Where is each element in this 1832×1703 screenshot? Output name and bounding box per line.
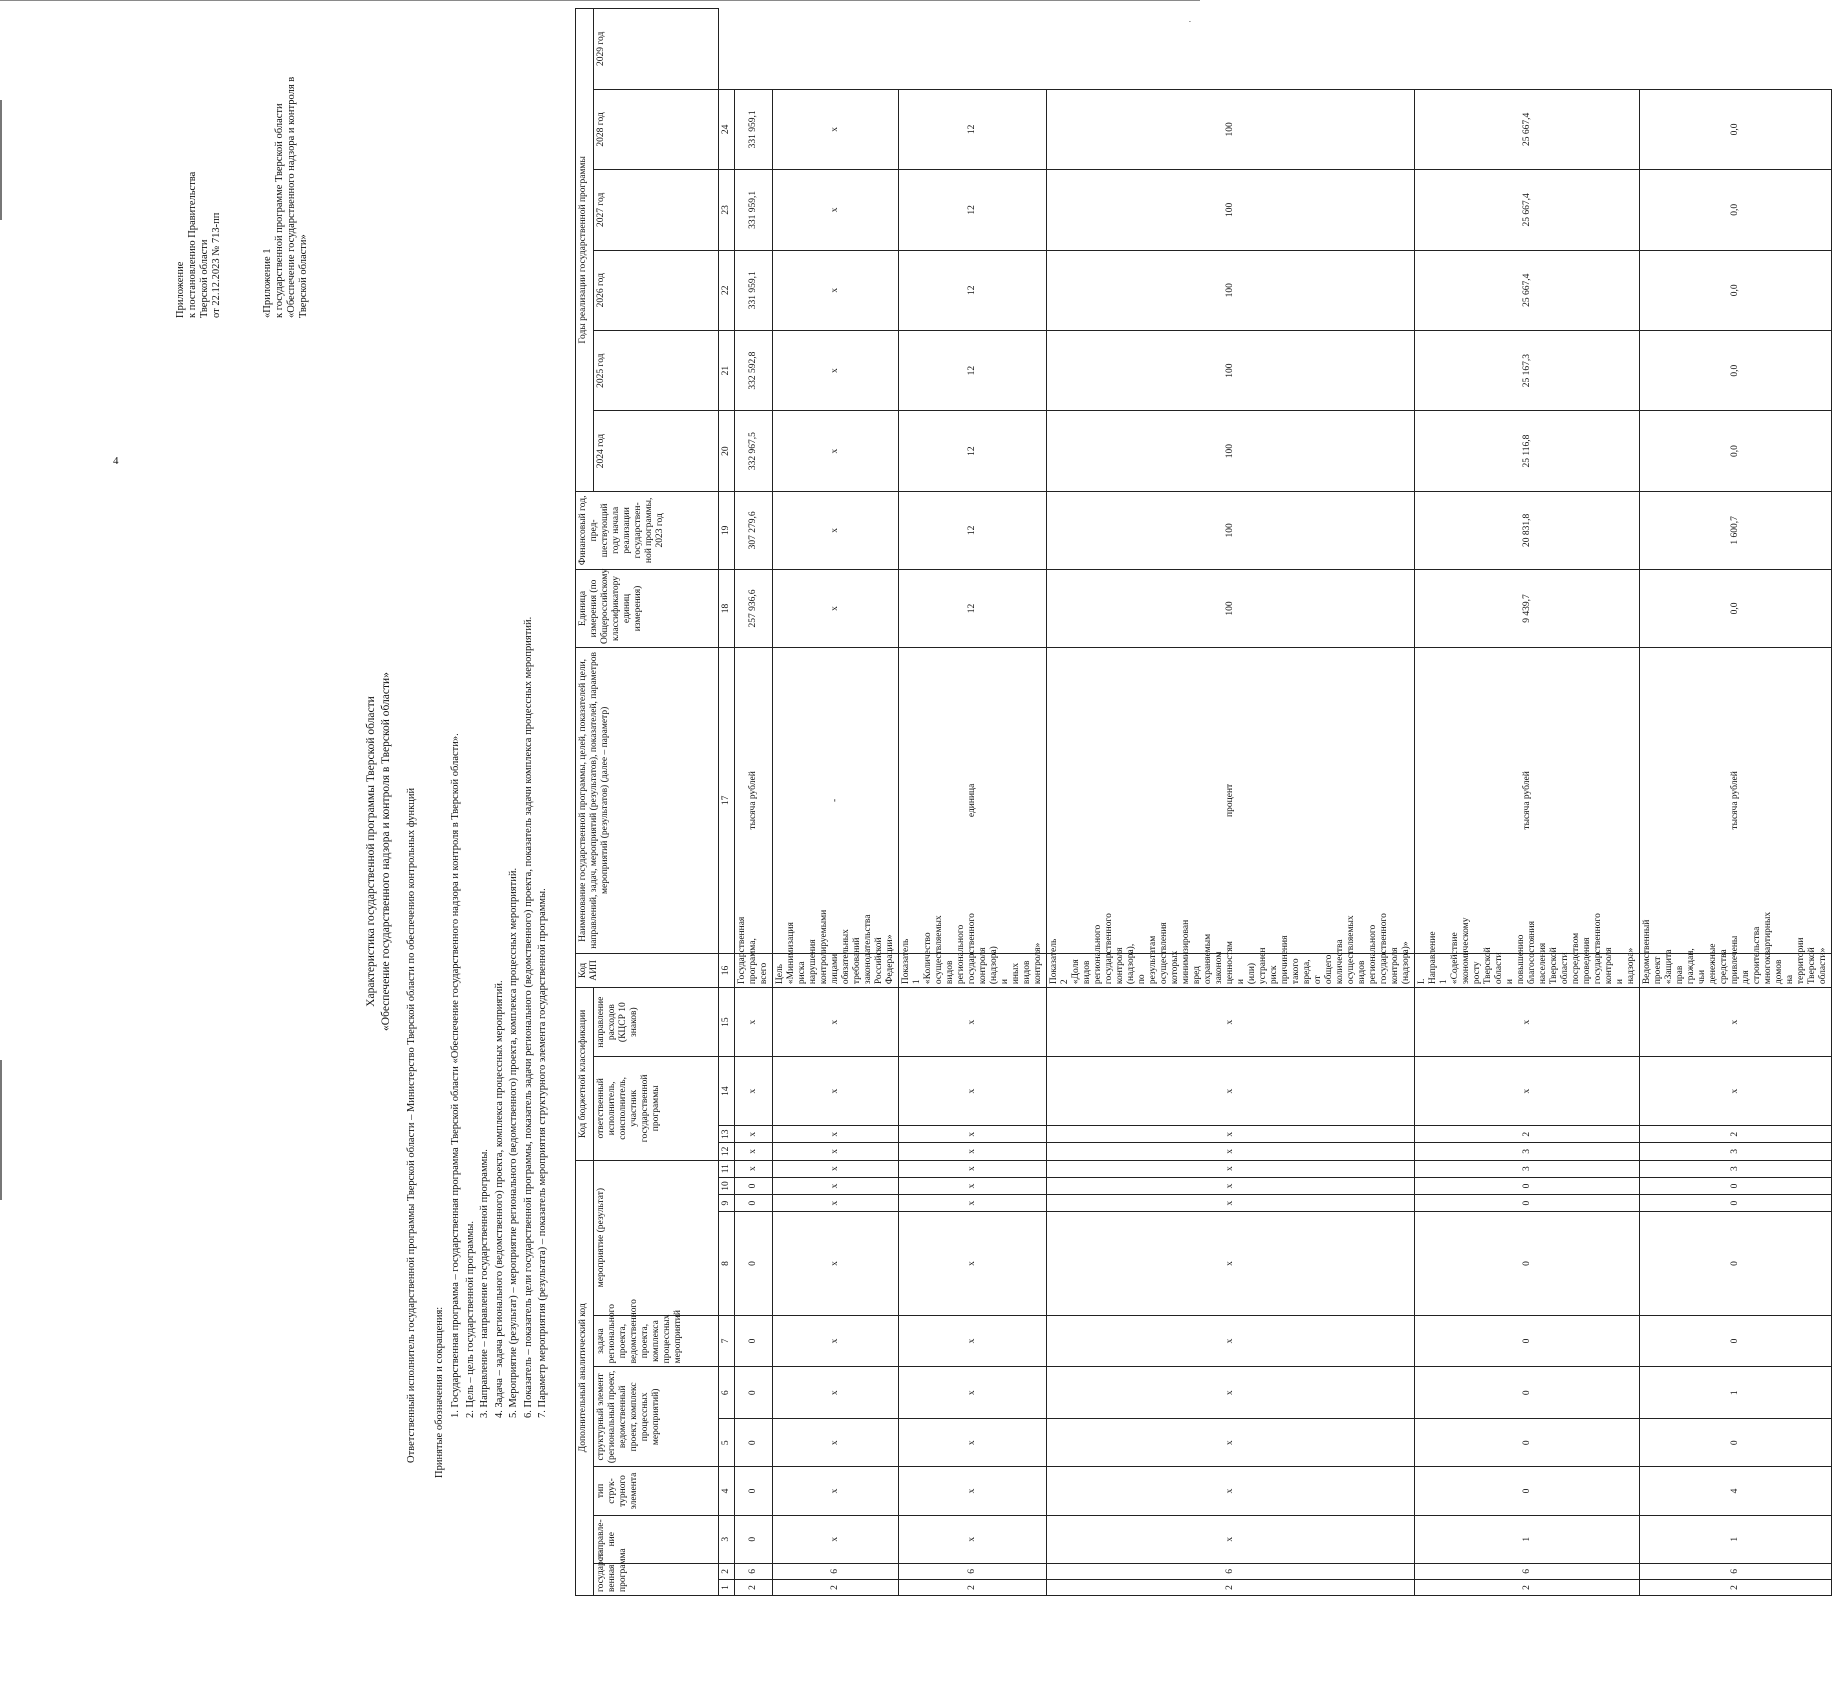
code-event-a: 0 [1640, 1212, 1832, 1315]
code-program-2: 6 [1640, 1563, 1832, 1579]
value-2025: 332 967,5 [735, 411, 773, 491]
table-row [1415, 9, 1640, 1596]
column-number: 14 [719, 1057, 735, 1126]
column-number-row [719, 9, 735, 1596]
column-number: 6 [719, 1367, 735, 1419]
code-struct-element-a: 0 [1640, 1419, 1832, 1467]
code-aip: х [1640, 988, 1832, 1057]
code-aip: х [1415, 988, 1640, 1057]
code-task: х [899, 1315, 1047, 1367]
table-row [1640, 9, 1832, 1596]
value-2026: 12 [899, 330, 1047, 410]
column-number: 20 [719, 411, 735, 491]
document-title: Характеристика государственной программы Тверской области [365, 696, 377, 1007]
column-number: 9 [719, 1195, 735, 1212]
value-2023: х [773, 569, 899, 647]
code-program-2: 6 [1415, 1563, 1640, 1579]
code-struct-element-a: х [899, 1419, 1047, 1467]
table-body [735, 9, 1832, 1596]
code-event-a: 0 [735, 1212, 773, 1315]
table-row [735, 9, 773, 1596]
value-2026: х [773, 330, 899, 410]
value-2026: 100 [1047, 330, 1415, 410]
code-expense-direction: х [899, 1057, 1047, 1126]
legend-list: 1. Государственная программа – государственная программа Тверской области «Обеспечение государственного надзора и контроля в Тверской области». 2. Цель – цель государственной программы. 3. Направление – направление государственной программы. 4. Задача – задача регионального (ведомственного) проекта, комплекса процессных мероприятий. 5. Мероприятие (результат) – мероприятие регионального (ведомственного) проекта, комплекса процессных мероприятий. 6. Показатель – показатель цели государственной программы, показатель задачи регионального (ведомственного) проекта, показатель задачи комплекса процессных мероприятий. 7. Параметр мероприятия (результата) – показатель мероприятия структурного элемента государственной программы. [450, 616, 548, 1418]
code-event-c: 0 [1640, 1177, 1832, 1194]
code-event-a: 0 [1415, 1212, 1640, 1315]
value-2026: 25 167,3 [1415, 330, 1640, 410]
column-number: 23 [719, 170, 735, 250]
value-2028: 100 [1047, 170, 1415, 250]
code-event-c: х [1047, 1177, 1415, 1194]
code-task: х [773, 1315, 899, 1367]
code-program-1: 2 [899, 1579, 1047, 1595]
code-aip: х [899, 988, 1047, 1057]
table-row [773, 9, 899, 1596]
row-unit: тысяча рублей [1640, 648, 1832, 954]
value-2025: 100 [1047, 411, 1415, 491]
value-2024: 100 [1047, 491, 1415, 569]
value-2024: 12 [899, 491, 1047, 569]
code-event-b: х [773, 1195, 899, 1212]
code-expense-direction: х [773, 1057, 899, 1126]
code-direction: 1 [1415, 1515, 1640, 1563]
code-direction: х [773, 1515, 899, 1563]
code-direction: х [1047, 1515, 1415, 1563]
code-task: х [1047, 1315, 1415, 1367]
header-program: государст- венная программа [594, 1563, 719, 1595]
value-2023: 12 [899, 569, 1047, 647]
code-program-1: 2 [1047, 1579, 1415, 1595]
row-unit: тысяча рублей [1415, 648, 1640, 954]
header-task: задача регионального проекта, ведомственного проекта, комплекса процессных мероприятий [594, 1315, 719, 1367]
code-program-1: 2 [773, 1579, 899, 1595]
code-program-1: 2 [1415, 1579, 1640, 1595]
value-2026: 332 592,8 [735, 330, 773, 410]
code-program-2: 6 [773, 1563, 899, 1579]
header-base-year: Финансовый год, пред- шествующий году начала реализации государствен- ной программы, 2023 год [576, 491, 719, 569]
value-2027: 12 [899, 250, 1047, 330]
code-event-b: 0 [735, 1195, 773, 1212]
code-executor-c: х [899, 1126, 1047, 1143]
row-unit: тысяча рублей [735, 648, 773, 954]
code-struct-element-b: 0 [1415, 1367, 1640, 1419]
column-number: 18 [719, 569, 735, 647]
code-executor-a: х [735, 1160, 773, 1177]
code-executor-c: 2 [1640, 1126, 1832, 1143]
header-struct-type: тип струк- турного элемента [594, 1467, 719, 1515]
code-event-a: х [899, 1212, 1047, 1315]
value-2028: 12 [899, 170, 1047, 250]
column-number: 4 [719, 1467, 735, 1515]
code-event-c: 0 [1415, 1177, 1640, 1194]
code-event-a: х [773, 1212, 899, 1315]
value-2025: 0,0 [1640, 411, 1832, 491]
value-2026: 0,0 [1640, 330, 1832, 410]
code-event-a: х [1047, 1212, 1415, 1315]
code-struct-type: х [773, 1467, 899, 1515]
code-executor-a: х [773, 1160, 899, 1177]
code-executor-b: 3 [1640, 1143, 1832, 1160]
column-number: 7 [719, 1315, 735, 1367]
value-2025: 12 [899, 411, 1047, 491]
executor-line: Ответственный исполнитель государственной программы Тверской области – Министерство Тверской области по обеспечению контрольных функций [406, 787, 417, 1463]
column-number: 19 [719, 491, 735, 569]
code-struct-element-b: х [899, 1367, 1047, 1419]
code-struct-element-b: 0 [735, 1367, 773, 1419]
code-executor-b: х [899, 1143, 1047, 1160]
code-executor-c: 2 [1415, 1126, 1640, 1143]
value-2028: 331 959,1 [735, 170, 773, 250]
header-budget-code: Код бюджетной классификации [576, 988, 594, 1160]
code-event-b: х [1047, 1195, 1415, 1212]
code-program-1: 2 [735, 1579, 773, 1595]
column-number: 3 [719, 1515, 735, 1563]
value-2024: х [773, 491, 899, 569]
column-number: 22 [719, 250, 735, 330]
value-2027: 25 667,4 [1415, 250, 1640, 330]
column-number: 2 [719, 1563, 735, 1579]
value-2024: 307 279,6 [735, 491, 773, 569]
code-executor-c: х [735, 1126, 773, 1143]
header-name: Наименование государственной программы, целей, показателей цели, направлений, задач, мероприятий (результатов), показателей, параметров мероприятий (результатов) (далее – параметр) [576, 648, 719, 954]
code-aip: х [1047, 988, 1415, 1057]
header-executor: ответственный исполнитель, соисполнитель, участник государственной программы [594, 1057, 719, 1160]
header-year-2027: 2027 год [594, 170, 719, 250]
code-struct-element-a: х [1047, 1419, 1415, 1467]
code-event-b: х [899, 1195, 1047, 1212]
code-struct-type: х [1047, 1467, 1415, 1515]
legend-title: Принятые обозначения и сокращения: [434, 1306, 445, 1478]
code-program-2: 6 [899, 1563, 1047, 1579]
code-direction: 1 [1640, 1515, 1832, 1563]
header-analytic-code: Дополнительный аналитический код [576, 1160, 594, 1595]
column-number: 1 [719, 1579, 735, 1595]
header-struct-element: структурный элемент (региональный проект, ведомственный проект, комплекс процессных мероприятий) [594, 1367, 719, 1467]
column-number: 24 [719, 89, 735, 169]
value-2029: 25 667,4 [1415, 89, 1640, 169]
value-2029: 12 [899, 89, 1047, 169]
header-year-2024: 2024 год [594, 411, 719, 491]
code-direction: х [899, 1515, 1047, 1563]
header-year-2026: 2026 год [594, 250, 719, 330]
code-struct-type: х [899, 1467, 1047, 1515]
row-unit: единица [899, 648, 1047, 954]
code-task: 0 [1640, 1315, 1832, 1367]
column-number: 5 [719, 1419, 735, 1467]
value-2025: х [773, 411, 899, 491]
column-number: 12 [719, 1143, 735, 1160]
column-number: 11 [719, 1160, 735, 1177]
column-number: 16 [719, 953, 735, 987]
table-row [1047, 9, 1415, 1596]
row-name: Показатель 2 «Доля видов регионального государственного контроля (надзора), по результатам осуществления которых минимизирован вред охраняемым законом ценностям и (или) устранен риск причинения такого вреда, от общего количества осуществляемых видов регионального государственного контроля (надзора)» [1047, 953, 1415, 987]
code-struct-element-a: х [773, 1419, 899, 1467]
header-year-2029: 2029 год [594, 9, 719, 90]
value-2024: 20 831,8 [1415, 491, 1640, 569]
row-name: I. Направление 1 «Содействие экономическому росту Тверской области и повышению благосостояния населения Тверской области посредством проведения государственного контроля и надзора» [1415, 953, 1640, 987]
code-struct-element-a: 0 [735, 1419, 773, 1467]
value-2023: 100 [1047, 569, 1415, 647]
code-expense-direction: х [735, 1057, 773, 1126]
program-characteristics-table [575, 8, 1832, 1596]
value-2023: 9 439,7 [1415, 569, 1640, 647]
code-executor-b: 3 [1415, 1143, 1640, 1160]
approval-stamp-program: «Приложение 1 к государственной программе Тверской области «Обеспечение государственного надзора и контроля в Тверской области» [262, 76, 309, 318]
code-event-c: х [773, 1177, 899, 1194]
value-2027: 100 [1047, 250, 1415, 330]
header-aip: Код АИП [576, 953, 719, 987]
code-expense-direction: х [1415, 1057, 1640, 1126]
column-number: 13 [719, 1126, 735, 1143]
value-2027: 331 959,1 [735, 250, 773, 330]
code-executor-c: х [1047, 1126, 1415, 1143]
code-struct-type: 0 [1415, 1467, 1640, 1515]
code-executor-a: 3 [1415, 1160, 1640, 1177]
header-expense-direction: направление расходов (КЦСР 10 знаков) [594, 988, 719, 1057]
row-unit: - [773, 648, 899, 954]
code-executor-c: х [773, 1126, 899, 1143]
row-name: Цель «Минимизация риска нарушения контролируемыми лицами обязательных требований законодательства Российской Федерации» [773, 953, 899, 987]
scan-mark: · [1185, 20, 1195, 23]
code-expense-direction: х [1640, 1057, 1832, 1126]
column-number: 10 [719, 1177, 735, 1194]
code-executor-b: х [735, 1143, 773, 1160]
value-2028: 25 667,4 [1415, 170, 1640, 250]
code-executor-a: х [1047, 1160, 1415, 1177]
code-aip: х [773, 988, 899, 1057]
value-2029: 100 [1047, 89, 1415, 169]
code-struct-element-a: 0 [1415, 1419, 1640, 1467]
value-2027: х [773, 250, 899, 330]
code-struct-element-b: 1 [1640, 1367, 1832, 1419]
row-name: Показатель 1 «Количество осуществляемых видов регионального государственного контроля (надзора) и иных видов контроля» [899, 953, 1047, 987]
code-executor-b: х [1047, 1143, 1415, 1160]
code-program-1: 2 [1640, 1579, 1832, 1595]
code-program-2: 6 [1047, 1563, 1415, 1579]
row-name: Ведомственный проект «Защита прав граждан, чьи денежные средства привлечены для строительства многоквартирных домов на территории Тверской области» [1640, 953, 1832, 987]
column-number: 15 [719, 988, 735, 1057]
code-task: 0 [735, 1315, 773, 1367]
code-executor-a: 3 [1640, 1160, 1832, 1177]
document-subtitle: «Обеспечение государственного надзора и контроля в Тверской области» [380, 672, 392, 1031]
value-2024: 1 600,7 [1640, 491, 1832, 569]
code-task: 0 [1415, 1315, 1640, 1367]
table-row [899, 9, 1047, 1596]
column-number: 17 [719, 648, 735, 954]
code-program-2: 6 [735, 1563, 773, 1579]
code-direction: 0 [735, 1515, 773, 1563]
header-unit: Единица измерения (по Общероссийскому классификатору единиц измерения) [576, 569, 719, 647]
column-number: 8 [719, 1212, 735, 1315]
row-name: Государственная программа, всего [735, 953, 773, 987]
code-struct-element-b: х [773, 1367, 899, 1419]
value-2028: 0,0 [1640, 170, 1832, 250]
column-number: 21 [719, 330, 735, 410]
code-event-c: 0 [735, 1177, 773, 1194]
code-struct-type: 4 [1640, 1467, 1832, 1515]
header-years-group: Годы реализации государственной программы [576, 9, 594, 492]
code-expense-direction: х [1047, 1057, 1415, 1126]
code-executor-a: х [899, 1160, 1047, 1177]
code-struct-type: 0 [735, 1467, 773, 1515]
code-executor-b: х [773, 1143, 899, 1160]
code-aip: х [735, 988, 773, 1057]
header-event: мероприятие (результат) [594, 1160, 719, 1315]
value-2029: х [773, 89, 899, 169]
code-struct-element-b: х [1047, 1367, 1415, 1419]
approval-stamp-decree: Приложение к постановлению Правительства Тверской области от 22.12.2023 № 713-пп [175, 171, 222, 318]
value-2027: 0,0 [1640, 250, 1832, 330]
code-event-c: х [899, 1177, 1047, 1194]
code-event-b: 0 [1640, 1195, 1832, 1212]
header-direction: направле- ние [594, 1515, 719, 1563]
value-2023: 257 936,6 [735, 569, 773, 647]
value-2023: 0,0 [1640, 569, 1832, 647]
row-unit: процент [1047, 648, 1415, 954]
value-2029: 331 959,1 [735, 89, 773, 169]
value-2029: 0,0 [1640, 89, 1832, 169]
value-2025: 25 116,8 [1415, 411, 1640, 491]
header-year-2028: 2028 год [594, 89, 719, 169]
code-event-b: 0 [1415, 1195, 1640, 1212]
header-year-2025: 2025 год [594, 330, 719, 410]
page-number: 4 [113, 455, 119, 467]
value-2028: х [773, 170, 899, 250]
